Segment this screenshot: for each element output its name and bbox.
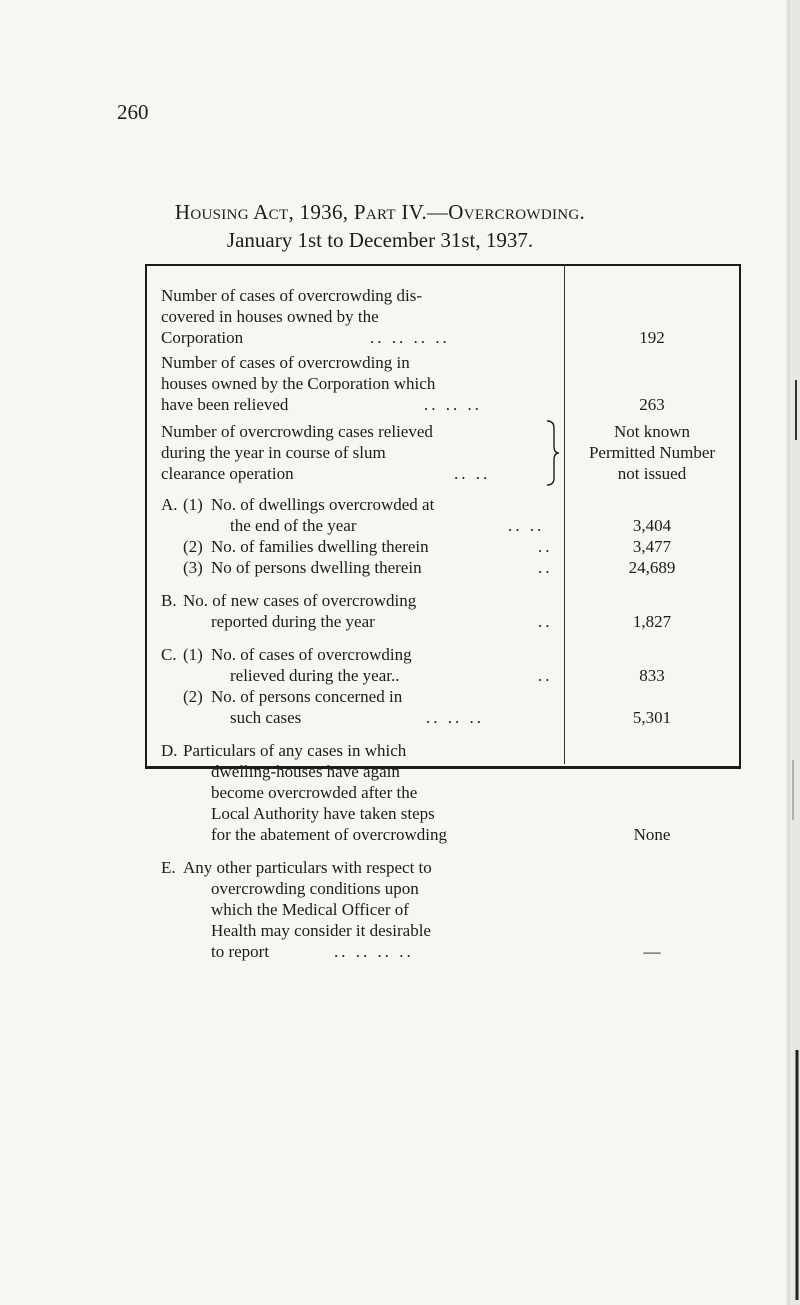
- rowC-item2-num: (2): [183, 687, 203, 706]
- rowC-item2-value: 5,301: [632, 708, 672, 727]
- row3-line3: clearance operation: [161, 464, 294, 483]
- rowC-item1-line1: No. of cases of overcrowding: [211, 645, 412, 664]
- rowE-prefix: E.: [161, 858, 176, 877]
- rowB-value: 1,827: [632, 612, 672, 631]
- row2-dots: .. .. ..: [424, 395, 482, 414]
- row3-value-line1: Not known: [613, 422, 691, 441]
- row1-line2: covered in houses owned by the: [161, 307, 379, 326]
- rowA-item1-dots: .. ..: [508, 516, 545, 535]
- rowB-dots: ..: [538, 612, 553, 631]
- rowA-item2-num: (2): [183, 537, 203, 556]
- row3-value-line2: Permitted Number: [588, 443, 716, 462]
- row2-line1: Number of cases of overcrowding in: [161, 353, 410, 372]
- rowD-line1: Particulars of any cases in which: [183, 741, 407, 760]
- rowE-line3: which the Medical Officer of: [211, 900, 409, 919]
- rowA-prefix: A.: [161, 495, 178, 514]
- rowC-item1-num: (1): [183, 645, 203, 664]
- rowE-value: —: [643, 942, 661, 961]
- rowC-item1-dots: ..: [538, 666, 553, 685]
- rowC-prefix: C.: [161, 645, 177, 664]
- rowB-line1: No. of new cases of overcrowding: [183, 591, 417, 610]
- rowA-item2-line1: No. of families dwelling therein: [211, 537, 429, 556]
- title-part-3: Part: [353, 200, 396, 224]
- rowE-line1: Any other particulars with respect to: [183, 858, 432, 877]
- rowD-prefix: D.: [161, 741, 178, 760]
- title-part-5: Overcrowding.: [448, 200, 586, 224]
- row2-line3: have been relieved: [161, 395, 289, 414]
- rowC-item2-line2: such cases: [230, 708, 302, 727]
- table-subtitle: January 1st to December 31st, 1937.: [226, 228, 534, 252]
- title-part-4: IV.—: [395, 200, 449, 224]
- page-edge-shadow: [772, 0, 800, 1305]
- rowA-item1-line1: No. of dwellings overcrowded at: [211, 495, 435, 514]
- row3-line1: Number of overcrowding cases relieved: [161, 422, 433, 441]
- rowA-item2-dots: ..: [538, 537, 553, 556]
- row2-line2: houses owned by the Corporation which: [161, 374, 436, 393]
- rowC-item1-value: 833: [639, 666, 665, 685]
- rowE-line5: to report: [211, 942, 270, 961]
- rowA-item3-line1: No of persons dwelling therein: [211, 558, 422, 577]
- row3-dots: .. ..: [454, 464, 491, 483]
- rowD-line3: become overcrowded after the: [211, 783, 418, 802]
- row2-value: 263: [639, 395, 665, 414]
- row1-line3: Corporation: [161, 328, 244, 347]
- rowE-line4: Health may consider it desirable: [211, 921, 431, 940]
- rowB-line2: reported during the year: [211, 612, 375, 631]
- rowC-item2-dots: .. .. ..: [426, 708, 484, 727]
- rowC-item2-line1: No. of persons concerned in: [211, 687, 403, 706]
- rowD-line5: for the abatement of overcrowding: [211, 825, 448, 844]
- rowA-item1-num: (1): [183, 495, 203, 514]
- rowA-item3-num: (3): [183, 558, 203, 577]
- row3-line2: during the year in course of slum: [161, 443, 386, 462]
- rowA-item3-value: 24,689: [628, 558, 676, 577]
- rowE-line2: overcrowding conditions upon: [211, 879, 419, 898]
- rowE-dots: .. .. .. ..: [334, 942, 414, 961]
- column-divider: [564, 264, 565, 764]
- title-part-1: Housing Act: [174, 200, 289, 224]
- rowD-line4: Local Authority have taken steps: [211, 804, 435, 823]
- rowB-prefix: B.: [161, 591, 177, 610]
- row1-dots: .. .. .. ..: [370, 328, 450, 347]
- rowC-item1-line2: relieved during the year..: [230, 666, 400, 685]
- right-brace-icon: [546, 420, 560, 486]
- rowD-line2: dwelling-houses have again: [211, 762, 400, 781]
- row1-value: 192: [639, 328, 665, 347]
- page-number: 260: [117, 100, 149, 124]
- title-part-2: , 1936,: [288, 200, 354, 224]
- rowA-item1-value: 3,404: [632, 516, 672, 535]
- rowA-item3-dots: ..: [538, 558, 553, 577]
- rowD-value: None: [633, 825, 671, 844]
- row3-value-line3: not issued: [617, 464, 687, 483]
- rowA-item2-value: 3,477: [632, 537, 672, 556]
- table-title: [0, 200, 760, 225]
- row1-line1: Number of cases of overcrowding dis-: [161, 286, 423, 305]
- rowA-item1-line2: the end of the year: [230, 516, 357, 535]
